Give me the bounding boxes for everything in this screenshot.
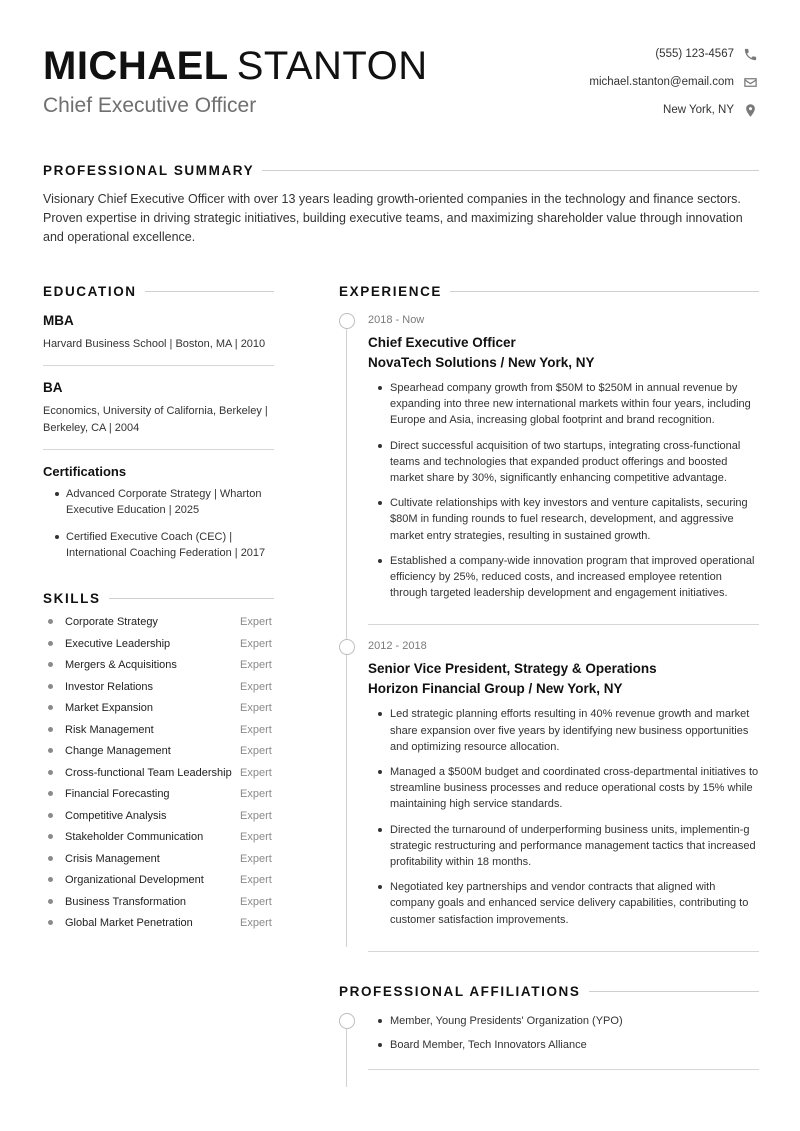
skill-row xyxy=(43,743,274,759)
certification-item: Certified Executive Coach (CEC) | International Coaching Federation | 2017 xyxy=(55,529,274,561)
job-bullet: Negotiated key partnerships and vendor contracts that aligned with company goals and enhanced service delivery capabilities, contributing to customer satisfaction improvements. xyxy=(378,879,759,928)
bullet-dot-icon xyxy=(48,877,53,882)
skills-heading-text: SKILLS xyxy=(43,591,101,606)
skill-row xyxy=(43,851,274,867)
job-company: NovaTech Solutions / New York, NY xyxy=(368,355,595,370)
job-entry xyxy=(368,313,759,625)
skill-level: Expert xyxy=(240,766,272,779)
skill-level: Expert xyxy=(240,723,272,736)
skill-name: Corporate Strategy xyxy=(65,616,158,628)
skill-name: Financial Forecasting xyxy=(65,788,170,800)
skills-list xyxy=(43,614,274,931)
timeline-node-icon xyxy=(339,1013,355,1029)
skill-name: Mergers & Acquisitions xyxy=(65,659,177,671)
bullet-dot-icon xyxy=(48,662,53,667)
skill-level: Expert xyxy=(240,831,272,843)
last-name: STANTON xyxy=(236,44,428,88)
bullet-dot-icon xyxy=(48,834,53,839)
skill-level: Expert xyxy=(240,809,272,822)
education-heading xyxy=(43,284,274,299)
timeline-line xyxy=(346,1027,347,1087)
skill-row xyxy=(43,829,274,845)
timeline-node-icon xyxy=(339,639,355,655)
bullet-dot-icon xyxy=(48,856,53,861)
summary-text: Visionary Chief Executive Officer with over 13 years leading growth-oriented companies in the technology and finance sectors. Proven expertise in driving strategic initiatives, building executive teams, and maximizing shareholder value through innovation and operational excellence. xyxy=(43,192,743,244)
affiliations-heading xyxy=(339,984,759,999)
job-bullets xyxy=(368,706,759,927)
skill-level: Expert xyxy=(240,852,272,865)
summary-heading xyxy=(43,163,759,178)
job-bullets xyxy=(368,380,759,601)
bullet-dot-icon xyxy=(48,619,53,624)
bullet-dot-icon xyxy=(48,705,53,710)
skill-level: Expert xyxy=(240,874,272,886)
right-column xyxy=(339,284,759,1084)
left-column xyxy=(43,284,274,937)
timeline-node-icon xyxy=(339,313,355,329)
affiliation-item: Board Member, Tech Innovators Alliance xyxy=(378,1037,759,1053)
contact-location xyxy=(589,96,759,124)
job-bullet: Cultivate relationships with key investors and venture capitalists, securing $80M in funding rounds to fuel research, development, and aggressive market entry strategies, resulting in sustained growth. xyxy=(378,495,759,544)
skill-row xyxy=(43,765,274,781)
skills-section xyxy=(43,591,274,931)
job-entry xyxy=(368,639,759,951)
skill-level: Expert xyxy=(240,788,272,800)
skills-heading xyxy=(43,591,274,606)
skill-row xyxy=(43,915,274,931)
skill-name: Market Expansion xyxy=(65,702,154,714)
experience-timeline xyxy=(339,313,759,952)
map-pin-icon xyxy=(741,101,759,119)
job-company: Horizon Financial Group / New York, NY xyxy=(368,681,623,697)
skill-name: Risk Management xyxy=(65,723,154,736)
education-entry xyxy=(43,313,274,366)
bullet-dot-icon xyxy=(48,641,53,646)
job-bullet: Managed a $500M budget and coordinated cross-departmental initiatives to streamline business processes and reduce operational costs by 15% while maintaining high service standards. xyxy=(378,764,759,813)
experience-heading-text: EXPERIENCE xyxy=(339,284,443,299)
job-role: Chief Executive Officer xyxy=(368,335,516,350)
job-bullet: Spearhead company growth from $50M to $250M in annual revenue by expanding into three new international markets within four years, including Europe and Asia, increasing global footprint and brand recognition. xyxy=(378,380,759,429)
skill-level: Expert xyxy=(240,895,272,908)
skill-level: Expert xyxy=(240,616,272,628)
certifications-list xyxy=(43,486,274,561)
heading-rule xyxy=(262,170,759,171)
contact-info xyxy=(589,40,759,124)
skill-row xyxy=(43,808,274,824)
experience-heading xyxy=(339,284,759,299)
resume-header xyxy=(43,40,759,130)
skill-name: Organizational Development xyxy=(65,874,204,886)
heading-rule xyxy=(589,991,759,992)
job-bullet: Established a company-wide innovation program that improved operational efficiency by 25%, reduced costs, and increased employee retention through targeted leadership development and engagement initiatives. xyxy=(378,553,759,602)
job-dates: 2018 - Now xyxy=(368,314,425,326)
skill-row xyxy=(43,614,274,630)
bullet-dot-icon xyxy=(48,684,53,689)
skill-name: Business Transformation xyxy=(65,895,187,908)
skill-level: Expert xyxy=(240,659,272,671)
skill-level: Expert xyxy=(240,745,272,757)
skill-row xyxy=(43,722,274,738)
summary-section xyxy=(43,163,759,247)
bullet-dot-icon xyxy=(48,791,53,796)
skill-name: Investor Relations xyxy=(65,680,154,693)
skill-name: Crisis Management xyxy=(65,852,160,865)
education-detail: Economics, University of California, Berkeley | Berkeley, CA | 2004 xyxy=(43,405,268,434)
skill-name: Executive Leadership xyxy=(65,637,171,650)
skill-row xyxy=(43,786,274,802)
education-entry xyxy=(43,380,274,450)
job-bullet: Led strategic planning efforts resulting in 40% revenue growth and market share expansion over five years by identifying new business opportunities and optimizing resource allocation. xyxy=(378,706,759,755)
job-bullet: Direct successful acquisition of two startups, integrating cross-functional teams and technologies that expanded product offerings and boosted market share by 30%, significantly enhancing competitive advantage. xyxy=(378,438,759,487)
job-bullet: Directed the turnaround of underperforming business units, implementin-g strategic restructuring and performance management tactics that increased profitability within 18 months. xyxy=(378,822,759,871)
skill-row xyxy=(43,700,274,716)
location-text: New York, NY xyxy=(663,104,734,116)
affiliations-list xyxy=(368,1013,759,1053)
skill-level: Expert xyxy=(240,917,272,929)
skill-name: Cross-functional Team Leadership xyxy=(65,766,232,779)
first-name: MICHAEL xyxy=(43,44,229,88)
skill-level: Expert xyxy=(240,680,272,693)
bullet-dot-icon xyxy=(48,920,53,925)
skill-row xyxy=(43,872,274,888)
bullet-dot-icon xyxy=(48,813,53,818)
education-heading-text: EDUCATION xyxy=(43,284,137,299)
bullet-dot-icon xyxy=(48,748,53,753)
bullet-dot-icon xyxy=(48,770,53,775)
heading-rule xyxy=(450,291,759,292)
degree: BA xyxy=(43,380,63,395)
timeline-line xyxy=(346,327,347,947)
skill-level: Expert xyxy=(240,702,272,714)
email-address[interactable]: michael.stanton@email.com xyxy=(589,76,734,88)
affiliation-item: Member, Young Presidents' Organization (YPO) xyxy=(378,1013,759,1029)
envelope-icon xyxy=(741,73,759,91)
contact-email xyxy=(589,68,759,96)
affiliations-entry xyxy=(368,1013,759,1070)
skill-name: Change Management xyxy=(65,745,171,757)
summary-heading-text: PROFESSIONAL SUMMARY xyxy=(43,163,255,178)
affiliations-heading-text: PROFESSIONAL AFFILIATIONS xyxy=(339,983,581,999)
job-title: Chief Executive Officer xyxy=(43,94,257,117)
skill-row xyxy=(43,679,274,695)
certifications-title: Certifications xyxy=(43,464,127,479)
degree: MBA xyxy=(43,313,74,328)
phone-number: (555) 123-4567 xyxy=(655,48,734,60)
bullet-dot-icon xyxy=(48,727,53,732)
skill-name: Competitive Analysis xyxy=(65,809,167,822)
job-dates: 2012 - 2018 xyxy=(368,640,427,653)
skill-row xyxy=(43,894,274,910)
skill-row xyxy=(43,636,274,652)
heading-rule xyxy=(145,291,274,292)
certification-item: Advanced Corporate Strategy | Wharton Executive Education | 2025 xyxy=(55,486,274,518)
skill-row xyxy=(43,657,274,673)
bullet-dot-icon xyxy=(48,899,53,904)
affiliations-timeline xyxy=(339,1013,759,1070)
contact-phone xyxy=(589,40,759,68)
skill-name: Stakeholder Communication xyxy=(65,831,204,843)
heading-rule xyxy=(109,598,274,599)
phone-icon xyxy=(741,45,759,63)
skill-level: Expert xyxy=(240,637,272,650)
job-role: Senior Vice President, Strategy & Operations xyxy=(368,661,657,677)
skill-name: Global Market Penetration xyxy=(65,917,193,929)
education-detail: Harvard Business School | Boston, MA | 2010 xyxy=(43,338,266,350)
